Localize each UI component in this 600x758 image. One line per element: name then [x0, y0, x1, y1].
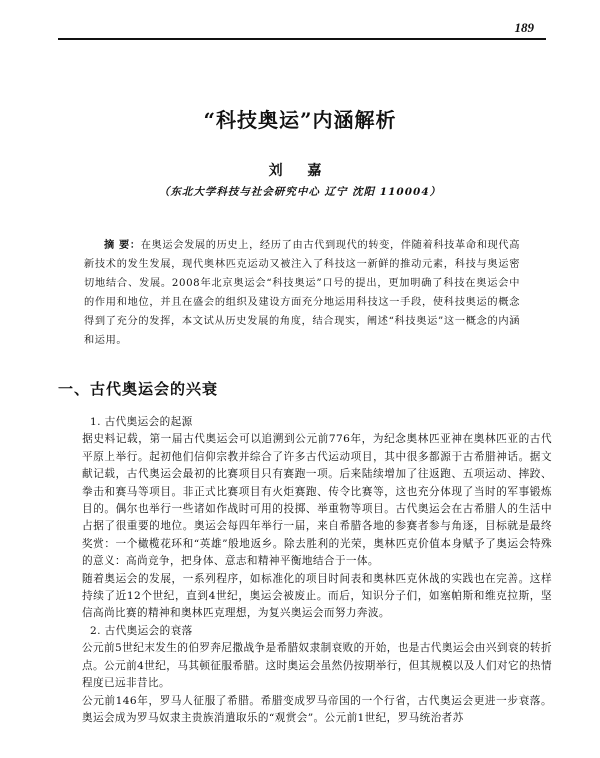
author-affiliation: （东北大学科技与社会研究中心 辽宁 沈阳 110004） — [158, 186, 442, 198]
subsection-heading-origin: 1. 古代奥运会的起源 — [90, 416, 193, 428]
subsection-heading-decline: 2. 古代奥运会的衰落 — [90, 624, 193, 637]
header-rule — [58, 38, 546, 40]
paragraph-origin-text: 据史料记载，第一届古代奥运会可以追溯到公元前776年，为纪念奥林匹亚神在奥林匹亚的古代平原上举行。起初他们信仰宗教并综合了许多古代运动项目，其中很多都源于古希腊神话。据文献记载，古代奥运会最初的比赛项目只有赛跑一项。后来陆续增加了往返跑、五项运动、摔跤、拳击和赛马等项目。非正式比赛项目有火炬赛跑、传令比赛等，这也充分体现了当时的军事锻炼目的。偶尔也举行一些诸如作战时可用的投掷、举重物等项目。古代奥运会在古希腊人的生活中占据了很重要的地位。奥运会每四年举行一届，来自希腊各地的参赛者参与角逐，目标就是最终奖赏：一个橄榄花环和“英雄”般地返乡。除去胜利的光荣，奥林匹克价值本身赋予了奥运会特殊的意义：高尚竞争，把身体、意志和精神平衡地结合于一体。 — [82, 433, 552, 568]
article-title: “科技奥运”内涵解析 — [203, 108, 397, 132]
paragraph-decline-2: 公元前146年，罗马人征服了希腊。希腊变成罗马帝国的一个行省，古代奥运会更进一步衰落。奥运会成为罗马奴隶主贵族消遣取乐的“观赏会”。公元前1世纪，罗马统治者苏 — [82, 694, 552, 724]
abstract-label: 摘 要： — [104, 239, 141, 251]
abstract — [84, 236, 520, 350]
body-text — [82, 414, 552, 727]
paragraph-origin — [82, 431, 552, 570]
abstract-text: 在奥运会发展的历史上，经历了由古代到现代的转变，伴随着科技革命和现代高新技术的发生发展，现代奥林匹克运动又被注入了科技这一新鲜的推动元素，科技与奥运密切地结合、发展。2008年北京奥运会“科技奥运”口号的提出，更加明确了科技在奥运会中的作用和地位，并且在盛会的组织及建设方面充分地运用科技这一手段，使科技奥运的概念得到了充分的发挥，本文试从历史发展的角度，结合现实，阐述“科技奥运”这一概念的内涵和运用。 — [84, 240, 520, 346]
paragraph-decline-1: 公元前5世纪末发生的伯罗奔尼撒战争是希腊奴隶制衰败的开始，也是古代奥运会由兴到衰的转折点。公元前4世纪，马其顿征服希腊。这时奥运会虽然仍按期举行，但其规模以及人们对它的热情程度已远非昔比。 — [82, 642, 552, 690]
page-number: 189 — [514, 20, 534, 35]
author-name: 刘 嘉 — [268, 163, 332, 179]
paragraph-development: 随着奥运会的发展，一系列程序，如标准化的项目时间表和奥林匹克休战的实践也在完善。这样持续了近12个世纪，直到4世纪，奥运会被废止。而后，知识分子们，如塞帕斯和维克拉斯，坚信高尚比赛的精神和奥林匹克理想，为复兴奥运会而努力奔波。 — [82, 572, 552, 620]
section-heading: 一、古代奥运会的兴衰 — [58, 380, 219, 398]
